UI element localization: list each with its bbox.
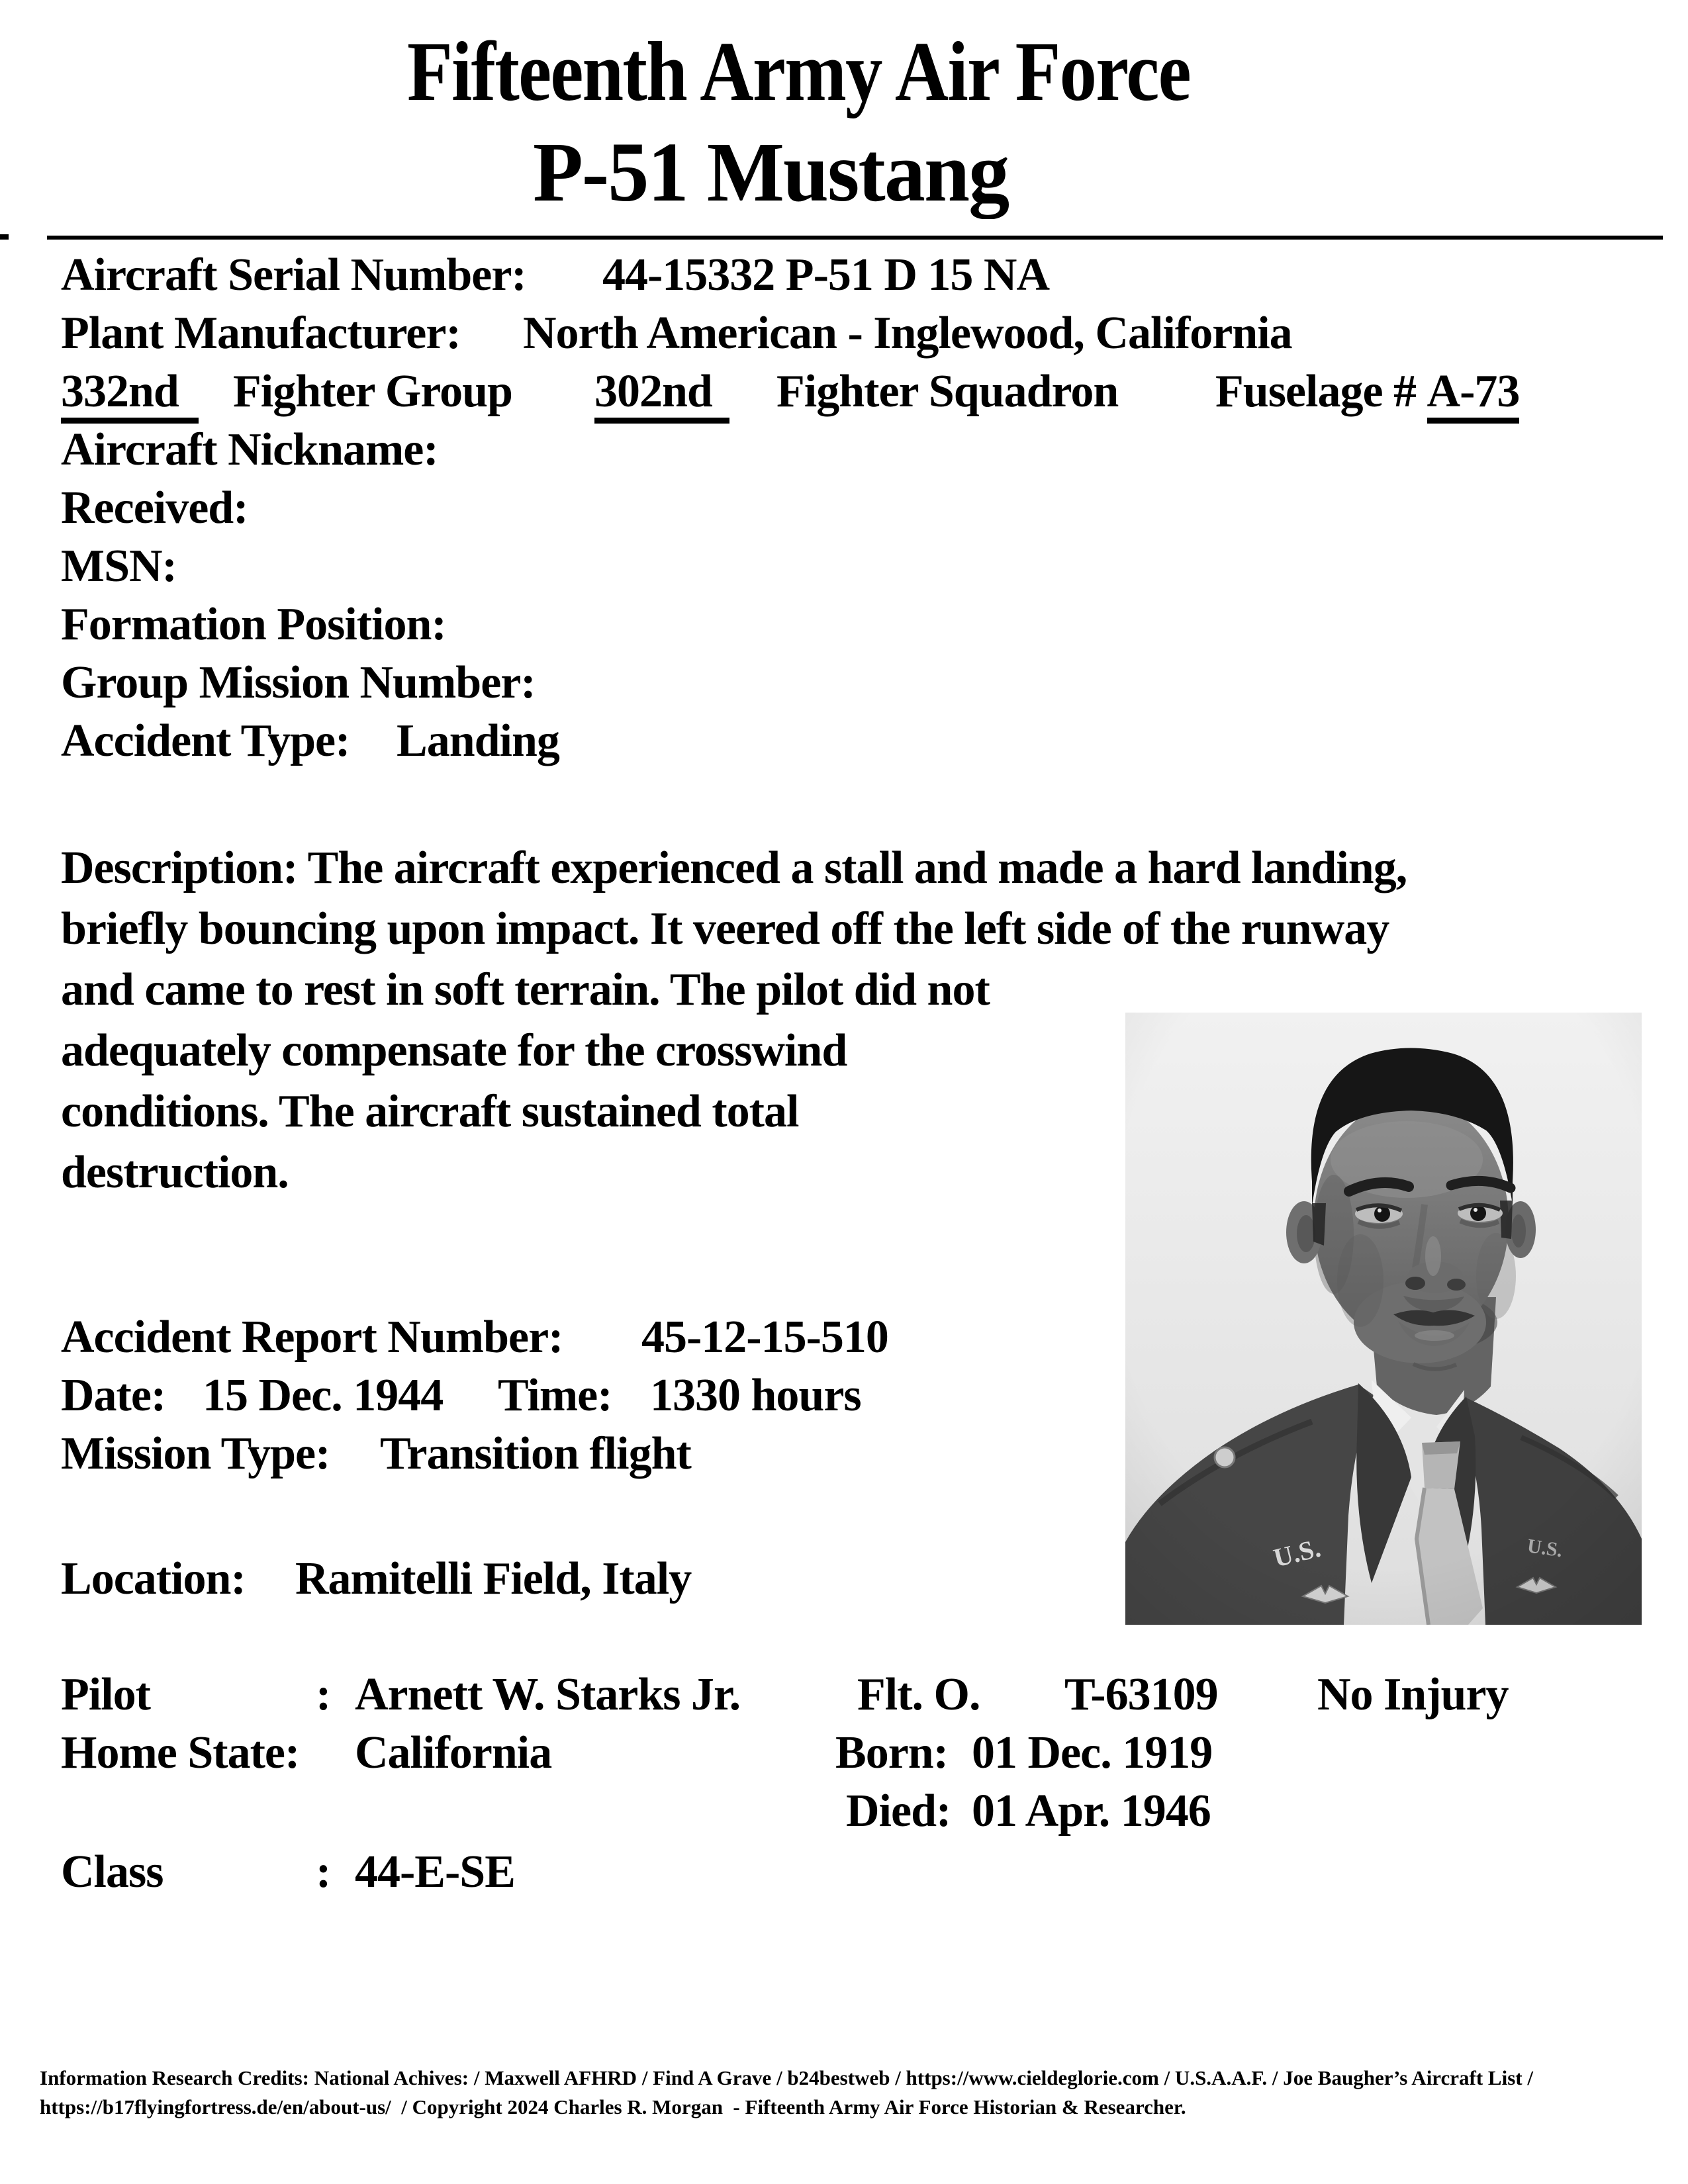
description-text: briefly bouncing upon impact. It veered off the left side of the runway xyxy=(61,903,1389,954)
group-mission-label: Group Mission Number: xyxy=(61,657,536,708)
pilot-portrait-illustration xyxy=(1125,1013,1642,1625)
group-mission-line xyxy=(0,657,1688,719)
born-label: Born: xyxy=(835,1727,948,1778)
fighter-group-number: 332nd xyxy=(61,369,199,424)
mission-type-value: Transition flight xyxy=(380,1428,691,1479)
description-text: destruction. xyxy=(61,1147,289,1198)
fighter-squadron-number: 302nd xyxy=(594,369,729,424)
formation-position-line xyxy=(0,599,1688,661)
pilot-line xyxy=(0,1669,1688,1731)
fuselage-value: A-73 xyxy=(1427,369,1520,424)
photo-vignette xyxy=(1125,1013,1642,1625)
page-title-line2: P-51 Mustang xyxy=(533,125,1009,219)
time-value: 1330 hours xyxy=(650,1370,861,1421)
plant-manufacturer-value: North American - Inglewood, California xyxy=(523,308,1292,359)
location-value: Ramitelli Field, Italy xyxy=(295,1553,692,1604)
description-text: conditions. The aircraft sustained total xyxy=(61,1086,799,1137)
page-title-line1: Fifteenth Army Air Force xyxy=(407,24,1190,118)
serial-number-line xyxy=(0,252,1688,312)
location-label: Location: xyxy=(61,1553,246,1604)
date-value: 15 Dec. 1944 xyxy=(203,1370,444,1421)
died-value: 01 Apr. 1946 xyxy=(972,1786,1211,1837)
died-label: Died: xyxy=(846,1786,951,1837)
description-text: and came to rest in soft terrain. The pilot did not xyxy=(61,964,990,1015)
born-value: 01 Dec. 1919 xyxy=(972,1727,1213,1778)
received-label: Received: xyxy=(61,482,248,533)
fuselage-label: Fuselage # xyxy=(1215,366,1427,417)
accident-type-value: Landing xyxy=(397,715,559,766)
footer-credits-line1: Information Research Credits: National Achives: / Maxwell AFHRD / Find A Grave / b24bestweb / https://www.cieldeglorie.com / U.S.A.A.F. / Joe Baugher’s Aircraft List / xyxy=(40,2066,1533,2089)
description-text: adequately compensate for the crosswind xyxy=(61,1025,847,1076)
nickname-line xyxy=(0,424,1688,486)
pilot-rank: Flt. O. xyxy=(857,1669,980,1720)
description-text: Description: The aircraft experienced a stall and made a hard landing, xyxy=(61,842,1407,893)
fighter-squadron-label: Fighter Squadron xyxy=(776,366,1119,417)
pilot-colon: : xyxy=(316,1669,331,1720)
nickname-label: Aircraft Nickname: xyxy=(61,424,438,475)
class-line xyxy=(0,1846,1688,1909)
header-divider-rule xyxy=(47,236,1663,240)
serial-number-label: Aircraft Serial Number: xyxy=(61,250,526,300)
pilot-name: Arnett W. Starks Jr. xyxy=(355,1669,741,1720)
footer-credits-line2: https://b17flyingfortress.de/en/about-us/ / Copyright 2024 Charles R. Morgan - Fifteenth Army Air Force Historian & Researcher. xyxy=(40,2095,1186,2118)
accident-type-label: Accident Type: xyxy=(61,715,350,766)
class-colon: : xyxy=(316,1846,331,1897)
serial-number-value: 44-15332 P-51 D 15 NA xyxy=(602,250,1050,300)
time-label: Time: xyxy=(498,1370,612,1421)
fighter-group-label: Fighter Group xyxy=(233,366,512,417)
left-margin-tick xyxy=(0,234,9,240)
date-label: Date: xyxy=(61,1370,166,1421)
pilot-label: Pilot xyxy=(61,1669,150,1720)
description-line-2 xyxy=(0,903,1688,966)
accident-report-number-value: 45-12-15-510 xyxy=(641,1312,888,1363)
home-state-label: Home State: xyxy=(61,1727,300,1778)
description-line-1 xyxy=(0,842,1688,905)
class-value: 44-E-SE xyxy=(355,1846,515,1897)
accident-report-number-label: Accident Report Number: xyxy=(61,1312,563,1363)
class-label: Class xyxy=(61,1846,164,1897)
received-line xyxy=(0,482,1688,545)
formation-position-label: Formation Position: xyxy=(61,599,446,650)
plant-manufacturer-line xyxy=(0,310,1688,370)
pilot-service-number: T-63109 xyxy=(1064,1669,1218,1720)
mission-type-label: Mission Type: xyxy=(61,1428,330,1479)
home-state-born-line xyxy=(0,1727,1688,1790)
group-squadron-line xyxy=(0,366,1688,428)
plant-manufacturer-label: Plant Manufacturer: xyxy=(61,308,461,359)
msn-label: MSN: xyxy=(61,541,177,592)
died-line xyxy=(0,1788,1688,1848)
msn-line xyxy=(0,543,1688,603)
accident-type-line xyxy=(0,715,1688,778)
fuselage-number xyxy=(1215,366,1520,424)
pilot-portrait-photo xyxy=(1125,1013,1642,1625)
home-state-value: California xyxy=(355,1727,552,1778)
pilot-injury-status: No Injury xyxy=(1317,1669,1509,1720)
